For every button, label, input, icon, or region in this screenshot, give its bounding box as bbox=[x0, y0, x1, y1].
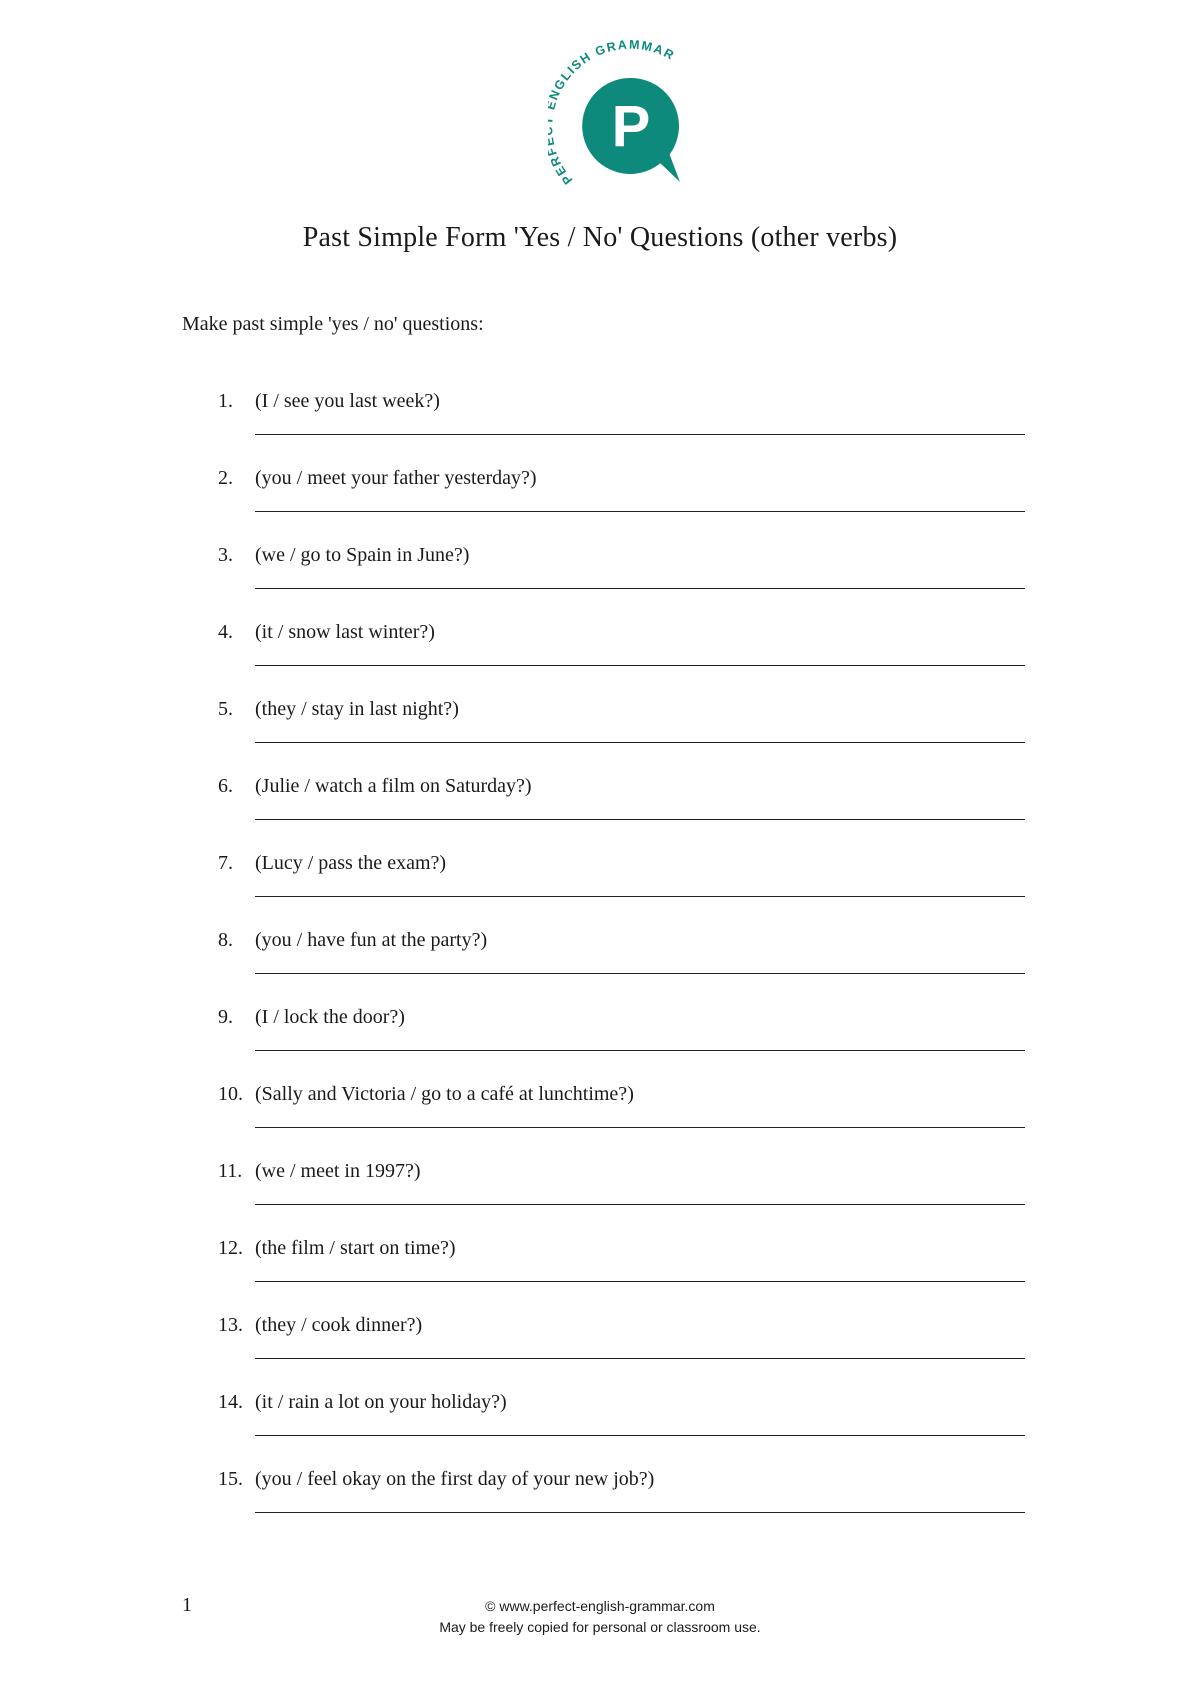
exercise-number: 1. bbox=[218, 390, 233, 412]
exercise-number: 4. bbox=[218, 621, 233, 643]
exercise-number: 6. bbox=[218, 775, 233, 797]
answer-line[interactable] bbox=[255, 1281, 1025, 1282]
exercise-item bbox=[0, 1080, 1200, 1157]
footer bbox=[0, 1596, 1200, 1638]
answer-line[interactable] bbox=[255, 1127, 1025, 1128]
logo-letter: P bbox=[611, 94, 651, 159]
worksheet-instructions: Make past simple 'yes / no' questions: bbox=[182, 313, 484, 335]
exercise-number: 8. bbox=[218, 929, 233, 951]
exercise-prompt: (they / stay in last night?) bbox=[255, 698, 459, 720]
exercise-item bbox=[0, 772, 1200, 849]
exercise-item bbox=[0, 1465, 1200, 1542]
answer-line[interactable] bbox=[255, 1435, 1025, 1436]
answer-line[interactable] bbox=[255, 511, 1025, 512]
exercise-prompt: (the film / start on time?) bbox=[255, 1237, 456, 1259]
answer-line[interactable] bbox=[255, 1050, 1025, 1051]
exercise-item bbox=[0, 1157, 1200, 1234]
exercise-item bbox=[0, 387, 1200, 464]
footer-license: May be freely copied for personal or classroom use. bbox=[439, 1619, 761, 1635]
exercise-prompt: (I / see you last week?) bbox=[255, 390, 440, 412]
answer-line[interactable] bbox=[255, 1358, 1025, 1359]
exercise-item bbox=[0, 1234, 1200, 1311]
worksheet-title: Past Simple Form 'Yes / No' Questions (other verbs) bbox=[302, 222, 898, 253]
exercise-prompt: (we / go to Spain in June?) bbox=[255, 544, 470, 566]
answer-line[interactable] bbox=[255, 434, 1025, 435]
exercise-number: 11. bbox=[218, 1160, 243, 1182]
exercise-number: 5. bbox=[218, 698, 233, 720]
exercise-number: 9. bbox=[218, 1006, 233, 1028]
answer-line[interactable] bbox=[255, 973, 1025, 974]
exercise-item bbox=[0, 1388, 1200, 1465]
exercise-number: 7. bbox=[218, 852, 233, 874]
answer-line[interactable] bbox=[255, 1204, 1025, 1205]
answer-line[interactable] bbox=[255, 896, 1025, 897]
page-number: 1 bbox=[182, 1594, 192, 1616]
exercise-number: 15. bbox=[218, 1468, 243, 1490]
exercise-number: 12. bbox=[218, 1237, 243, 1259]
answer-line[interactable] bbox=[255, 1512, 1025, 1513]
exercise-prompt: (Julie / watch a film on Saturday?) bbox=[255, 775, 532, 797]
exercise-prompt: (you / have fun at the party?) bbox=[255, 929, 488, 951]
exercise-prompt: (you / feel okay on the first day of your new job?) bbox=[255, 1468, 655, 1490]
answer-line[interactable] bbox=[255, 588, 1025, 589]
exercise-prompt: (Sally and Victoria / go to a café at lunchtime?) bbox=[255, 1083, 634, 1105]
exercise-prompt: (it / snow last winter?) bbox=[255, 621, 435, 643]
exercise-prompt: (it / rain a lot on your holiday?) bbox=[255, 1391, 507, 1413]
exercise-prompt: (you / meet your father yesterday?) bbox=[255, 467, 537, 489]
exercise-item bbox=[0, 1003, 1200, 1080]
exercise-item bbox=[0, 1311, 1200, 1388]
exercise-number: 14. bbox=[218, 1391, 243, 1413]
logo-arc-text: PER NGLISH GRAMMAR bbox=[548, 37, 678, 188]
exercise-number: 10. bbox=[218, 1083, 243, 1105]
answer-line[interactable] bbox=[255, 819, 1025, 820]
exercise-item bbox=[0, 618, 1200, 695]
exercise-number: 13. bbox=[218, 1314, 243, 1336]
exercise-item bbox=[0, 464, 1200, 541]
exercise-number: 2. bbox=[218, 467, 233, 489]
exercise-item bbox=[0, 695, 1200, 772]
answer-line[interactable] bbox=[255, 665, 1025, 666]
exercise-item bbox=[0, 926, 1200, 1003]
exercise-prompt: (they / cook dinner?) bbox=[255, 1314, 423, 1336]
answer-line[interactable] bbox=[255, 742, 1025, 743]
exercise-prompt: (I / lock the door?) bbox=[255, 1006, 405, 1028]
exercise-prompt: (Lucy / pass the exam?) bbox=[255, 852, 447, 874]
exercise-item bbox=[0, 541, 1200, 618]
exercise-item bbox=[0, 849, 1200, 926]
exercise-number: 3. bbox=[218, 544, 233, 566]
footer-copyright: © www.perfect-english-grammar.com bbox=[485, 1598, 715, 1614]
exercise-prompt: (we / meet in 1997?) bbox=[255, 1160, 421, 1182]
